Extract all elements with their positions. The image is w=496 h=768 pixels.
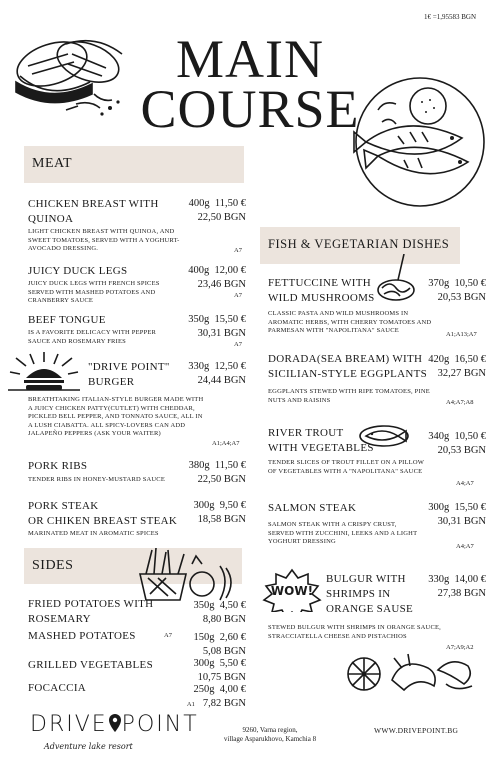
dish-name: JUICY DUCK LEGS: [28, 265, 128, 277]
dish-price: [188, 313, 246, 341]
address-line: 9260, Varna region,: [242, 726, 298, 734]
dish-description: LIGHT CHICKEN BREAST WITH QUINOA, AND SWEET TOMATOES, SERVED WITH A YOGHURT-AVOCADO DRESSING.: [28, 228, 180, 252]
dish-price-eur: 12,00 €: [214, 265, 246, 276]
allergen-code: A1;A13;A7: [446, 331, 477, 338]
allergen-code: A7: [234, 341, 242, 348]
dish-price-bgn: 27,38 BGN: [437, 588, 486, 599]
side-name: [28, 597, 153, 627]
dish-price-bgn: 30,31 BGN: [437, 516, 486, 527]
dish-name: [268, 426, 374, 456]
dish-description: MARINATED MEAT IN AROMATIC SPICES: [28, 530, 159, 537]
side-price-eur: 5,50 €: [219, 658, 246, 669]
sides-heading: SIDES: [32, 558, 74, 573]
dish-name-line: OR CHIKEN BREAST STEAK: [28, 515, 178, 527]
side-price-bgn: 7,82 BGN: [202, 698, 246, 709]
dish-price-eur: 10,50 €: [454, 278, 486, 289]
fish-section-header: [260, 227, 460, 264]
dish-name-line: QUINOA: [28, 213, 74, 225]
dish-price-bgn: 32,27 BGN: [437, 368, 486, 379]
side-name-line: FRIED POTATOES WITH: [28, 598, 154, 610]
side-price-eur: 4,50 €: [219, 600, 246, 611]
dish-price-bgn: 20,53 BGN: [437, 445, 486, 456]
dish-description: BREATHTAKING ITALIAN-STYLE BURGER MADE WITH A JUICY CHICKEN PATTY(CUTLET) WITH CHEDDAR, PICKLED BELL PEPPER, AND TONNATO SAUCE, ALL IN A LUSH CIABATTA. ALL SPICY-LOVERS CAN ADD JALAPEÑO PEPPERS (ASK YOUR WAITER): [28, 396, 204, 437]
dish-price-eur: 10,50 €: [454, 431, 486, 442]
dish-price-bgn: 24,44 BGN: [197, 375, 246, 386]
dish-price-bgn: 22,50 BGN: [197, 212, 246, 223]
dish-name-line: WITH VEGETABLES: [268, 442, 374, 454]
dish-name: PORK RIBS: [28, 460, 88, 472]
side-name: FOCACCIA: [28, 682, 87, 694]
dish-name-line: BURGER: [88, 376, 135, 388]
dish-description: TENDER RIBS IN HONEY-MUSTARD SAUCE: [28, 476, 166, 483]
dish-price: [428, 430, 486, 458]
side-price: [187, 683, 246, 712]
dish-name: [28, 197, 159, 227]
side-price: [194, 657, 247, 685]
dish-name-line: ORANGE SAUSE: [326, 603, 414, 615]
dish-price-eur: 11,50 €: [214, 198, 246, 209]
dish-price-eur: 11,50 €: [214, 460, 246, 471]
footer-address: [210, 726, 330, 744]
seafood-illustration: [342, 650, 482, 700]
side-name: GRILLED VEGETABLES: [28, 659, 153, 671]
side-weight: 250g: [193, 684, 215, 695]
dish-name: [88, 360, 170, 390]
dish-weight: 340g: [428, 431, 450, 442]
dish-weight: 380g: [188, 460, 210, 471]
dish-price-bgn: 30,31 BGN: [197, 328, 246, 339]
side-price-bgn: 5,08 BGN: [202, 646, 246, 657]
footer-tagline: Adventure lake resort: [44, 742, 133, 751]
dish-price-bgn: 23,46 BGN: [197, 279, 246, 290]
side-name-line: ROSEMARY: [28, 613, 91, 625]
dish-name-line: PORK STEAK: [28, 500, 99, 512]
exchange-rate: 1€ =1,95583 BGN: [424, 13, 476, 21]
dish-price-eur: 14,00 €: [454, 574, 486, 585]
dish-name: BEEF TONGUE: [28, 314, 106, 326]
side-price-bgn: 8,80 BGN: [202, 614, 246, 625]
dish-price-eur: 9,50 €: [219, 500, 246, 511]
dish-name-line: CHICKEN BREAST WITH: [28, 198, 159, 210]
dish-description: IS A FAVORITE DELICACY WITH PEPPER SAUCE AND ROSEMARY FRIES: [28, 329, 157, 345]
dish-weight: 300g: [428, 502, 450, 513]
logo-text-right: POINT: [121, 712, 199, 737]
allergen-code: A7;A9;A2: [446, 644, 474, 651]
allergen-code: A4;A7: [456, 480, 474, 487]
dish-name: [268, 352, 427, 382]
side-weight: 150g: [193, 632, 215, 643]
dish-price-eur: 15,50 €: [454, 502, 486, 513]
dish-weight: 330g: [188, 361, 210, 372]
dish-name-line: FETTUCCINE WITH: [268, 277, 371, 289]
side-weight: 300g: [193, 658, 215, 669]
dish-weight: 330g: [428, 574, 450, 585]
dish-weight: 370g: [428, 278, 450, 289]
dish-weight: 400g: [188, 265, 210, 276]
dish-price-bgn: 20,53 BGN: [437, 292, 486, 303]
footer-logo: [30, 712, 199, 737]
allergen-code: A7: [234, 247, 242, 254]
address-line: village Asparukhovo, Kamchia 8: [223, 735, 317, 743]
dish-price: [188, 264, 246, 292]
dish-price: [428, 501, 486, 529]
dish-price: [194, 499, 247, 527]
dish-weight: 300g: [193, 500, 215, 511]
dish-name-line: SHRIMPS IN: [326, 588, 391, 600]
allergen-code: A7: [164, 632, 172, 639]
footer-website[interactable]: WWW.DRIVEPOINT.BG: [374, 726, 459, 735]
meat-heading: MEAT: [32, 156, 73, 171]
dish-price-bgn: 22,50 BGN: [197, 474, 246, 485]
dish-description: CLASSIC PASTA AND WILD MUSHROOMS IN AROMATIC HERBS, WITH CHERRY TOMATOES AND PARMESAN WITH "NAPOLITANA" SAUCE: [268, 310, 432, 334]
dish-name-line: DORADA(SEA BREAM) WITH: [268, 353, 423, 365]
side-price-bgn: 10,75 BGN: [197, 672, 246, 683]
allergen-code: A7: [234, 292, 242, 299]
allergen-code: A4;A7: [456, 543, 474, 550]
pasta-icon: [376, 254, 416, 304]
fish-plate-illustration: [348, 70, 490, 210]
allergen-code: A4;A7;A8: [446, 399, 474, 406]
logo-text-left: DRIVE: [30, 712, 108, 737]
dish-name: [268, 276, 375, 306]
page-title-line-1: MAIN: [176, 29, 324, 89]
logo-pin-icon: [108, 713, 122, 733]
dish-price-eur: 12,50 €: [214, 361, 246, 372]
dish-description: STEWED BULGUR WITH SHRIMPS IN ORANGE SAUCE, STRACCIATELLA CHEESE AND PISTACHIOS: [268, 624, 441, 640]
dish-weight: 400g: [188, 198, 210, 209]
dish-price: [188, 360, 246, 388]
side-price-eur: 4,00 €: [219, 684, 246, 695]
dish-name-line: SICILIAN-STYLE EGGPLANTS: [268, 368, 428, 380]
side-name: MASHED POTATOES: [28, 630, 136, 642]
dish-price: [428, 277, 486, 305]
dish-name-line: WILD MUSHROOMS: [268, 292, 375, 304]
dish-name-line: BULGUR WITH: [326, 573, 406, 585]
burger-icon: [8, 352, 80, 392]
dish-price-eur: 15,50 €: [214, 314, 246, 325]
dish-weight: 420g: [428, 354, 450, 365]
meat-section-header: [24, 146, 244, 183]
dish-description: TENDER SLICES OF TROUT FILLET ON A PILLOW OF VEGETABLES WITH A "NAPOLITANA" SAUCE: [268, 459, 424, 475]
wow-badge-icon: [262, 568, 322, 612]
dish-price-eur: 16,50 €: [454, 354, 486, 365]
fish-heading: FISH & VEGETARIAN DISHES: [268, 237, 450, 251]
allergen-code: A1: [186, 701, 195, 708]
dish-price: [189, 197, 246, 225]
allergen-code: A1;A4;A7: [212, 440, 240, 447]
side-price: [194, 631, 247, 659]
dish-name-line: RIVER TROUT: [268, 427, 344, 439]
dish-name: [326, 572, 413, 617]
dish-price: [428, 353, 486, 381]
dish-name: [28, 499, 177, 529]
dish-name-line: "DRIVE POINT": [88, 361, 170, 373]
dish-name: SALMON STEAK: [268, 502, 357, 514]
wow-badge-text: WOW!: [270, 584, 314, 598]
dish-description: SALMON STEAK WITH A CRISPY CRUST, SERVED WITH ZUCCHINI, LEEKS AND A LIGHT YOGHURT DRESSING: [268, 521, 418, 545]
dish-weight: 350g: [188, 314, 210, 325]
page-title-line-2: COURSE: [140, 79, 360, 139]
dish-price-bgn: 18,58 BGN: [197, 514, 246, 525]
dish-price: [428, 573, 486, 601]
dish-description: JUICY DUCK LEGS WITH FRENCH SPICES SERVED WITH MASHED POTATOES AND CRANBERRY SAUCE: [28, 280, 160, 304]
side-weight: 350g: [193, 600, 215, 611]
dish-description: EGGPLANTS STEWED WITH RIPE TOMATOES, PINE NUTS AND RAISINS: [268, 388, 430, 404]
side-price: [194, 599, 247, 627]
side-price-eur: 2,60 €: [219, 632, 246, 643]
